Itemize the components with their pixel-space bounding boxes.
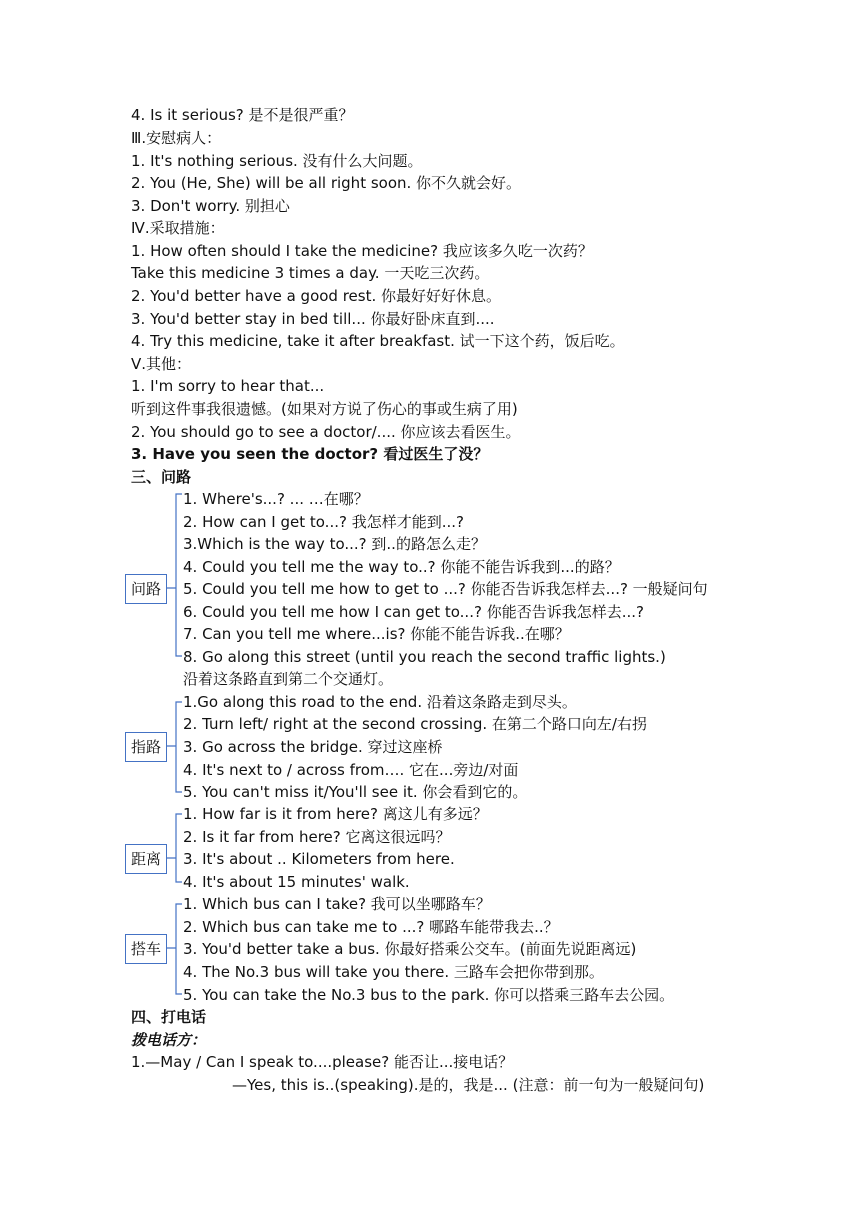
list-item: 8. Go along this street (until you reach the second traffic lights.): [183, 648, 666, 666]
text-line-bold: 3. Have you seen the doctor? 看过医生了没？: [131, 445, 489, 463]
list-item: 1. Which bus can I take? 我可以坐哪路车？: [183, 895, 491, 913]
text-line: 3. Don't worry. 别担心: [131, 197, 290, 215]
text-line: Take this medicine 3 times a day. 一天吃三次药。: [131, 264, 490, 282]
list-item: 4. Could you tell me the way to..? 你能不能告诉我到...的路？: [183, 558, 620, 576]
bracket-direct: [166, 702, 182, 792]
label-box-direct: 指路: [125, 732, 167, 762]
list-item: 2. Which bus can take me to ...? 哪路车能带我去..？: [183, 918, 559, 936]
list-item: 2. How can I get to...? 我怎样才能到...?: [183, 513, 464, 531]
text-line: Ⅳ.采取措施：: [131, 219, 225, 237]
list-item: 5. Could you tell me how to get to ...? 你能否告诉我怎样去...? 一般疑问句: [183, 580, 708, 598]
list-item: 2. Turn left/ right at the second crossing. 在第二个路口向左/右拐: [183, 715, 647, 733]
text-line: —Yes, this is..(speaking).是的，我是... (注意：前一句为一般疑问句): [232, 1076, 705, 1094]
list-item: 1.Go along this road to the end. 沿着这条路走到尽头。: [183, 693, 577, 711]
list-item: 3. You'd better take a bus. 你最好搭乘公交车。(前面先说距离远): [183, 940, 637, 958]
list-item: 3.Which is the way to...? 到..的路怎么走？: [183, 535, 486, 553]
text-line: 1. I'm sorry to hear that...: [131, 377, 325, 395]
list-item-note: 沿着这条路直到第二个交通灯。: [183, 670, 394, 688]
text-line: 3. You'd better stay in bed till... 你最好卧床直到....: [131, 310, 495, 328]
sub-heading: 拨电话方：: [131, 1031, 207, 1049]
list-item: 1. Where's...? ... …在哪？: [183, 490, 369, 508]
label-box-distance: 距离: [125, 844, 167, 874]
label-box-ask: 问路: [125, 574, 167, 604]
section-heading: 三、问路: [131, 468, 192, 486]
bracket-ask: [166, 494, 182, 656]
text-line: 4. Is it serious? 是不是很严重？: [131, 106, 354, 124]
text-line: 2. You'd better have a good rest. 你最好好好休息。: [131, 287, 502, 305]
list-item: 4. It's about 15 minutes' walk.: [183, 873, 410, 891]
text-line: Ⅴ.其他：: [131, 355, 192, 373]
label-box-bus: 搭车: [125, 934, 167, 964]
list-item: 5. You can take the No.3 bus to the park. 你可以搭乘三路车去公园。: [183, 986, 675, 1004]
list-item: 1. How far is it from here? 离这儿有多远？: [183, 805, 488, 823]
bracket-distance: [166, 814, 182, 882]
text-line: 2. You should go to see a doctor/.... 你应该去看医生。: [131, 423, 521, 441]
text-line: 4. Try this medicine, take it after breakfast. 试一下这个药，饭后吃。: [131, 332, 625, 350]
list-item: 7. Can you tell me where...is? 你能不能告诉我..在哪？: [183, 625, 570, 643]
text-line: 听到这件事我很遗憾。(如果对方说了伤心的事或生病了用): [131, 400, 518, 418]
list-item: 4. The No.3 bus will take you there. 三路车会把你带到那。: [183, 963, 604, 981]
text-line: 2. You (He, She) will be all right soon. 你不久就会好。: [131, 174, 522, 192]
list-item: 3. It's about .. Kilometers from here.: [183, 850, 455, 868]
text-line: 1. How often should I take the medicine? 我应该多久吃一次药？: [131, 242, 593, 260]
bracket-bus: [166, 904, 182, 994]
text-line: Ⅲ.安慰病人：: [131, 129, 222, 147]
list-item: 4. It's next to / across from…. 它在...旁边/对面: [183, 761, 519, 779]
section-heading: 四、打电话: [131, 1008, 207, 1026]
list-item: 6. Could you tell me how I can get to...? 你能否告诉我怎样去...?: [183, 603, 644, 621]
list-item: 2. Is it far from here? 它离这很远吗？: [183, 828, 451, 846]
text-line: 1.—May / Can I speak to....please? 能否让...接电话？: [131, 1053, 514, 1071]
list-item: 3. Go across the bridge. 穿过这座桥: [183, 738, 443, 756]
list-item: 5. You can't miss it/You'll see it. 你会看到它的。: [183, 783, 528, 801]
text-line: 1. It's nothing serious. 没有什么大问题。: [131, 152, 423, 170]
